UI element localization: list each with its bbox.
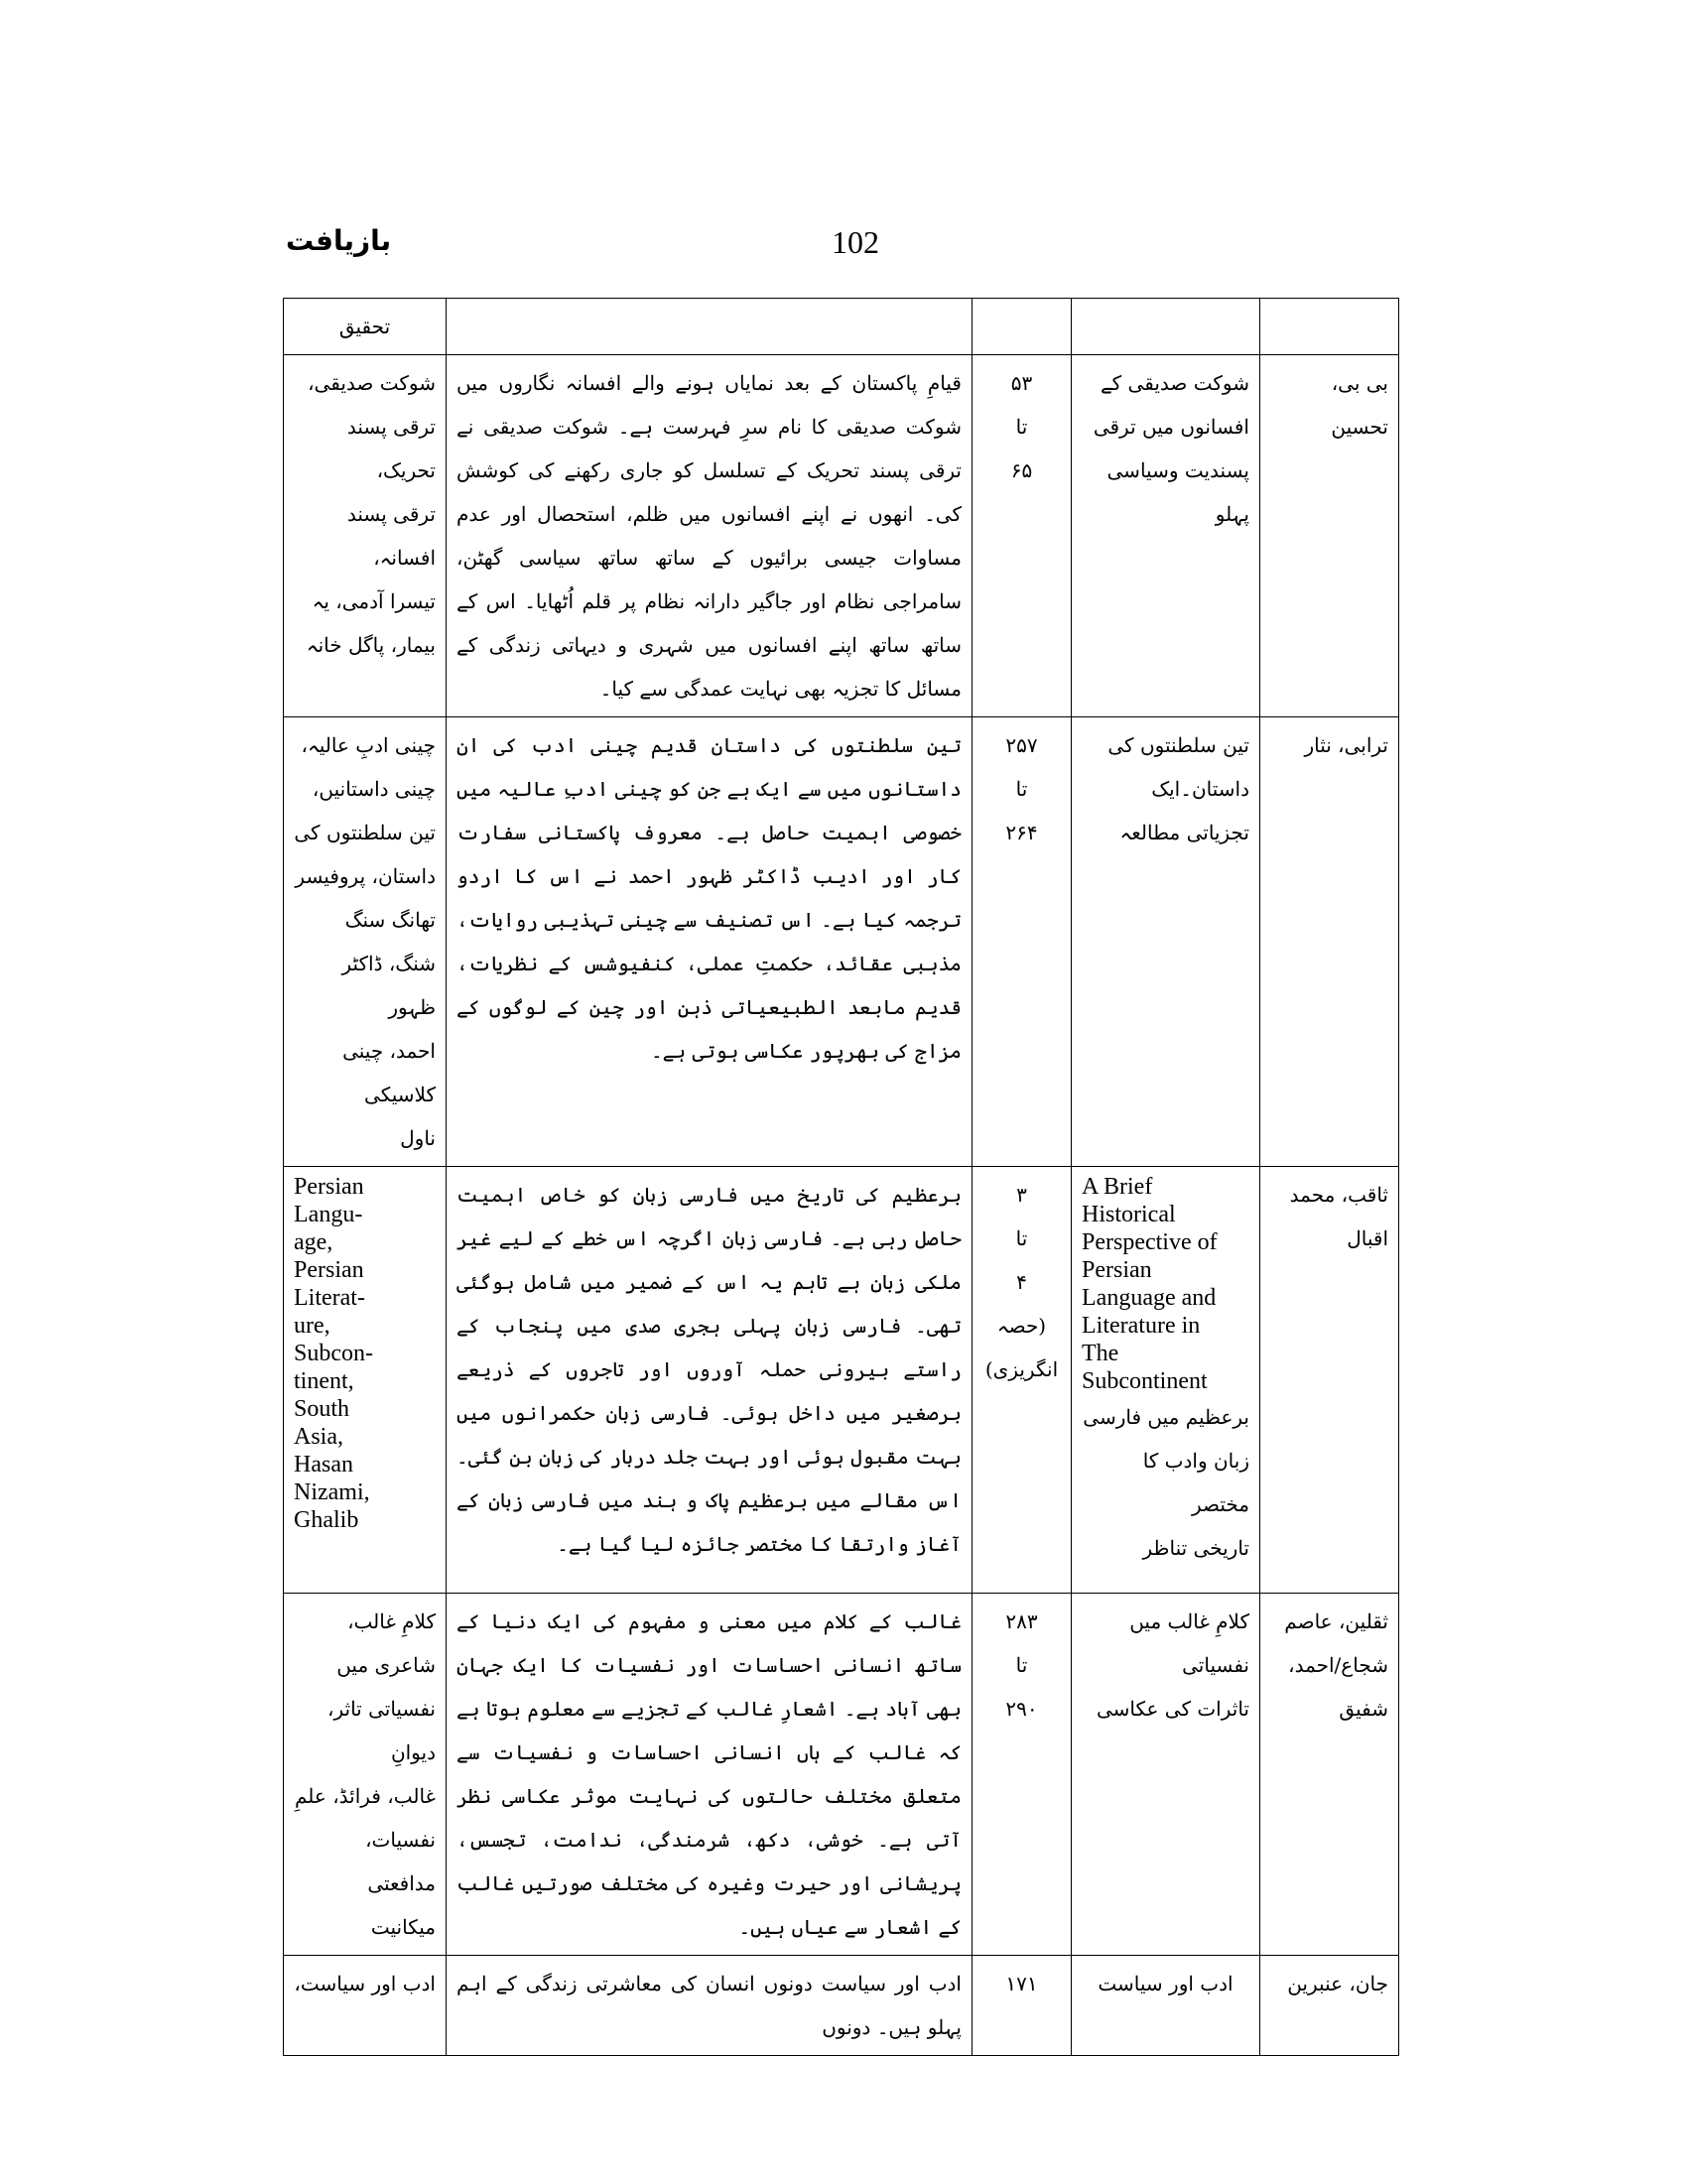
abstract-cell: قیامِ پاکستان کے بعد نمایاں ہونے والے افسانہ نگاروں میں شوکت صدیقی کا نام سرِ فہرست ہے۔ شوکت صدیقی نے ترقی پسند تحریک کے تسلسل کو جاری رکھنے کی کوشش کی۔ انھوں نے اپنے افسانوں میں ظلم، استحصال اور عدم مساوات جیسی برائیوں کے ساتھ ساتھ سیاسی گھٹن، سامراجی نظام اور جاگیر دارانہ نظام پر قلم اُٹھایا۔ اس کے ساتھ ساتھ اپنے افسانوں میں شہری و دیہاتی زندگی کے مسائل کا تجزیہ بھی نہایت عمدگی سے کیا۔ — [447, 355, 973, 717]
pages-cell: ۱۷۱ — [973, 1956, 1072, 2056]
author-cell: بی بی، تحسین — [1260, 355, 1399, 717]
title-cell: ادب اور سیاست — [1072, 1956, 1260, 2056]
pages-cell: ۵۳ تا ۶۵ — [973, 355, 1072, 717]
author-cell: ترابی، نثار — [1260, 717, 1399, 1167]
keywords-tail: تحقیق — [338, 315, 391, 338]
title-cell: A Brief Historical Perspective of Persian Language and Literature in The Subcontinent برعظیم میں فارسی زبان وادب کا مختصر تاریخی تناظر — [1072, 1167, 1260, 1594]
table-row — [284, 1594, 1399, 1956]
table-row — [284, 299, 1399, 355]
pages-cell: ۲۵۷ تا ۲۶۴ — [973, 717, 1072, 1167]
keywords-cell: Persian Langu- age, Persian Literat- ure, Subcon- tinent, South Asia, Hasan Nizami, Ghalib — [284, 1167, 447, 1594]
title-cell: تین سلطنتوں کی داستان۔ایک تجزیاتی مطالعہ — [1072, 717, 1260, 1167]
abstract-cell: برعظیم کی تاریخ میں فارسی زبان کو خاص اہمیت حاصل رہی ہے۔ فارسی زبان اگرچہ اس خطے کے لیے غیر ملکی زبان ہے تاہم یہ اس کے ضمیر میں شامل ہوگئی تھی۔ فارسی زبان پہلی ہجری صدی میں پنجاب کے راستے بیرونی حملہ آوروں اور تاجروں کے ذریعے برصغیر میں داخل ہوئی۔ فارسی زبان حکمرانوں میں بہت مقبول ہوئی اور بہت جلد دربار کی زبان بن گئی۔ اس مقالے میں برعظیم پاک و ہند میں فارسی زبان کے آغاز وارتقا کا مختصر جائزہ لیا گیا ہے۔ — [447, 1167, 973, 1594]
pages-cell: ۲۸۳ تا ۲۹۰ — [973, 1594, 1072, 1956]
author-cell — [1260, 299, 1399, 355]
abstract-cell: ادب اور سیاست دونوں انسان کی معاشرتی زندگی کے اہم پہلو ہیں۔ دونوں — [447, 1956, 973, 2056]
table-row — [284, 717, 1399, 1167]
table-row — [284, 355, 1399, 717]
table-row — [284, 1956, 1399, 2056]
abstract-cell: غالب کے کلام میں معنی و مفہوم کی ایک دنیا کے ساتھ انسانی احساسات اور نفسیات کا ایک جہان بھی آباد ہے۔ اشعارِ غالب کے تجزیے سے معلوم ہوتا ہے کہ غالب کے ہاں انسانی احساسات و نفسیات سے متعلق مختلف حالتوں کی نہایت موثر عکاسی نظر آتی ہے۔ خوشی، دکھ، شرمندگی، ندامت، تجسس، پریشانی اور حیرت وغیرہ کی مختلف صورتیں غالب کے اشعار سے عیاں ہیں۔ — [447, 1594, 973, 1956]
author-cell: جان، عنبرین — [1260, 1956, 1399, 2056]
author-cell: ثاقب، محمد اقبال — [1260, 1167, 1399, 1594]
records-table — [283, 298, 1399, 2056]
keywords-cell: ادب اور سیاست، — [284, 1956, 447, 2056]
page-number: 102 — [832, 224, 879, 260]
abstract-cell: تین سلطنتوں کی داستان قدیم چینی ادب کی ان داستانوں میں سے ایک ہے جن کو چینی ادبِ عالیہ میں خصوصی اہمیت حاصل ہے۔ معروف پاکستانی سفارت کار اور ادیب ڈاکٹر ظہور احمد نے اس کا اردو ترجمہ کیا ہے۔ اس تصنیف سے چینی تہذیبی روایات، مذہبی عقائد، حکمتِ عملی، کنفیوشس کے نظریات، قدیم مابعد الطبیعیاتی ذہن اور چین کے لوگوں کے مزاج کی بھرپور عکاسی ہوتی ہے۔ — [447, 717, 973, 1167]
keywords-cell: کلامِ غالب، شاعری میں نفسیاتی تاثر، دیوانِ غالب، فرائڈ، علمِ نفسیات، مدافعتی میکانیت — [284, 1594, 447, 1956]
title-cell: شوکت صدیقی کے افسانوں میں ترقی پسندیت وسیاسی پہلو — [1072, 355, 1260, 717]
title-cell: کلامِ غالب میں نفسیاتی تاثرات کی عکاسی — [1072, 1594, 1260, 1956]
abstract-cell — [447, 299, 973, 355]
table-row — [284, 1167, 1399, 1594]
keywords-cell: چینی ادبِ عالیہ، چینی داستانیں، تین سلطنتوں کی داستان، پروفیسر تھانگ سنگ شنگ، ڈاکٹر ظہور احمد، چینی کلاسیکی ناول — [284, 717, 447, 1167]
journal-title: بازیافت — [286, 224, 392, 257]
keywords-cell — [284, 299, 447, 355]
keywords-cell: شوکت صدیقی، ترقی پسند تحریک، ترقی پسند افسانہ، تیسرا آدمی، یہ بیمار، پاگل خانہ — [284, 355, 447, 717]
pages-cell: ۳ تا ۴ (حصہ انگریزی) — [973, 1167, 1072, 1594]
pages-cell — [973, 299, 1072, 355]
title-cell — [1072, 299, 1260, 355]
author-cell: ثقلین، عاصم شجاع/احمد، شفیق — [1260, 1594, 1399, 1956]
